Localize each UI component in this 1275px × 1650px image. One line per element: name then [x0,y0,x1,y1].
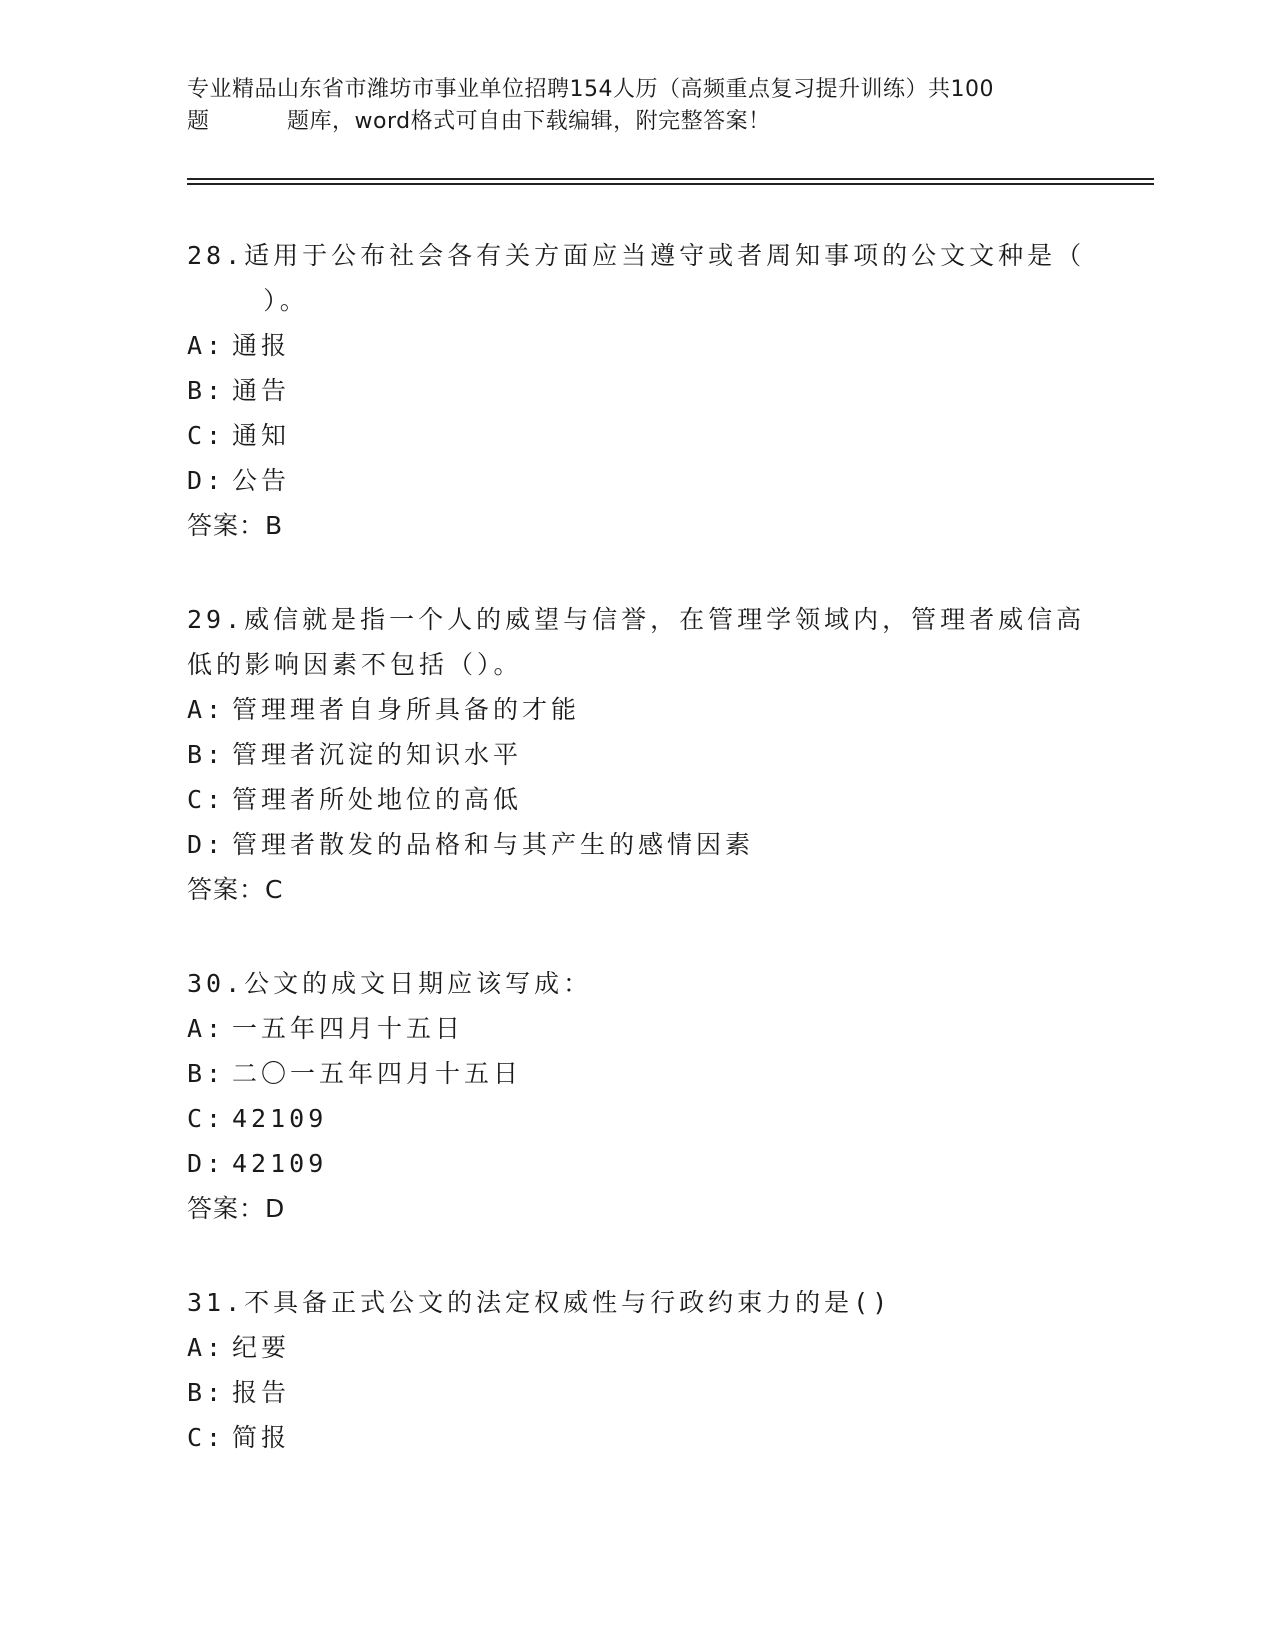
answer-label: 答案：C [187,875,284,904]
option-key: C: [187,1423,226,1452]
option-key: D: [187,1149,226,1178]
option-c [187,413,1087,458]
option-c [187,1415,1087,1460]
question-28 [187,233,1087,548]
header-divider-bottom [187,183,1154,185]
question-31 [187,1280,1087,1460]
option-d [187,1141,1087,1186]
option-text: 通知 [232,421,291,450]
option-key: C: [187,1104,226,1133]
option-d [187,822,1087,867]
question-30 [187,961,1087,1231]
header-line-2 [187,106,1087,138]
option-a [187,687,1087,732]
option-key: B: [187,1378,226,1407]
option-c [187,777,1087,822]
option-a [187,1325,1087,1370]
option-c [187,1096,1087,1141]
option-text: 公告 [232,466,291,495]
option-text: 简报 [232,1423,291,1452]
option-text: 报告 [232,1378,291,1407]
question-29 [187,597,1087,912]
header-line-2-text: 题库，word格式可自由下载编辑，附完整答案！ [287,109,771,134]
header-divider-top [187,178,1154,180]
option-b [187,368,1087,413]
option-b [187,1051,1087,1096]
option-key: D: [187,466,226,495]
question-title: 31.不具备正式公文的法定权威性与行政约束力的是() [187,1288,892,1317]
option-text: 一五年四月十五日 [232,1014,465,1043]
option-a [187,1006,1087,1051]
question-title: 28.适用于公布社会各有关方面应当遵守或者周知事项的公文文种是（ ）。 [187,241,1086,315]
option-text: 纪要 [232,1333,291,1362]
question-title: 30.公文的成文日期应该写成： [187,969,593,998]
question-title: 29.威信就是指一个人的威望与信誉，在管理学领域内，管理者威信高 低的影响因素不包括（）。 [187,605,1086,679]
option-key: A: [187,331,226,360]
option-a [187,323,1087,368]
answer-label: 答案：B [187,511,284,540]
option-text: 通报 [232,331,291,360]
option-key: B: [187,1059,226,1088]
header-line-1: 专业精品山东省市潍坊市事业单位招聘154人历（高频重点复习提升训练）共100 [187,77,994,102]
option-b [187,1370,1087,1415]
option-text: 管理者所处地位的高低 [232,785,523,814]
option-key: C: [187,421,226,450]
document-header [187,74,1087,138]
option-text: 管理者沉淀的知识水平 [232,740,523,769]
option-key: A: [187,1333,226,1362]
option-key: B: [187,376,226,405]
option-key: A: [187,695,226,724]
option-key: A: [187,1014,226,1043]
option-text: 42109 [232,1149,328,1178]
option-key: C: [187,785,226,814]
option-key: D: [187,830,226,859]
option-b [187,732,1087,777]
header-line-2-prefix: 题 [187,109,210,134]
option-text: 42109 [232,1104,328,1133]
option-d [187,458,1087,503]
answer-label: 答案：D [187,1194,286,1223]
option-key: B: [187,740,226,769]
option-text: 管理者散发的品格和与其产生的感情因素 [232,830,755,859]
option-text: 二〇一五年四月十五日 [232,1059,523,1088]
option-text: 通告 [232,376,291,405]
option-text: 管理理者自身所具备的才能 [232,695,581,724]
